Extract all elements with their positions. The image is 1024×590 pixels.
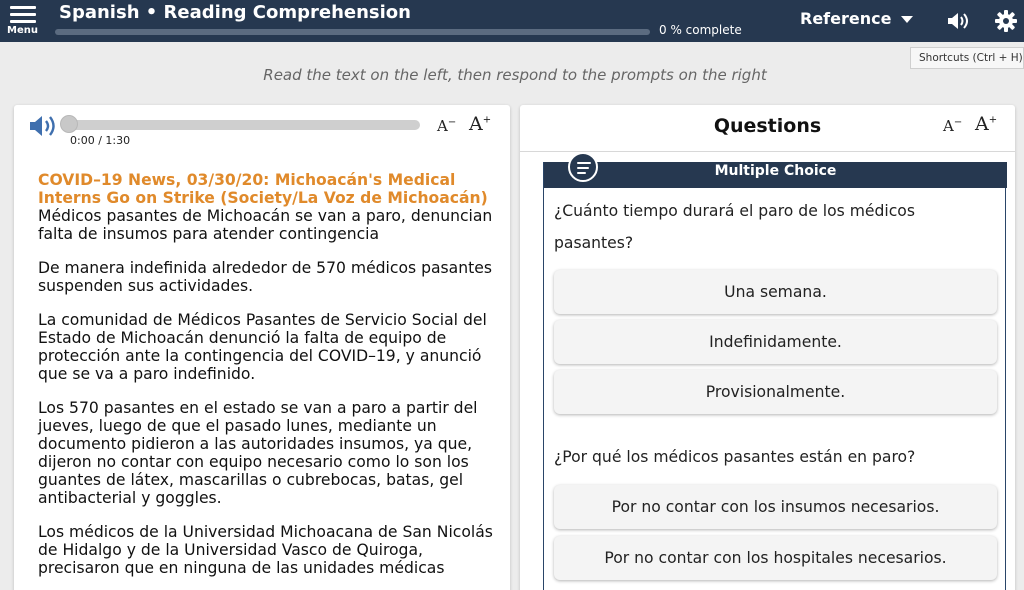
shortcuts-button[interactable]: Shortcuts (Ctrl + H) (910, 47, 1024, 69)
hamburger-icon-line (10, 20, 36, 23)
question-prompt: ¿Por qué los médicos pasantes están en paro? (554, 448, 916, 466)
hamburger-icon (10, 6, 36, 9)
font-increase-label: A (469, 113, 483, 135)
top-bar (0, 0, 1024, 42)
answer-option[interactable]: Por no contar con los hospitales necesarios. (554, 536, 997, 580)
answer-option[interactable]: Provisionalmente. (554, 370, 997, 414)
questions-title: Questions (713, 115, 822, 137)
font-increase-button[interactable]: A+ (469, 113, 492, 135)
font-decrease-label: A (437, 117, 448, 135)
divider (520, 151, 1015, 152)
article-text (38, 171, 508, 590)
font-decrease-button[interactable]: A− (437, 117, 457, 135)
audio-scrubber-track[interactable] (70, 120, 420, 130)
speaker-icon[interactable] (946, 10, 970, 32)
question-prompt: ¿Cuánto tiempo durará el paro de los médicos pasantes? (554, 202, 915, 252)
section-label: Multiple Choice (714, 163, 837, 179)
instruction-text: Read the text on the left, then respond to the prompts on the right (263, 66, 767, 84)
speaker-icon[interactable] (28, 113, 58, 139)
gear-icon[interactable] (994, 9, 1018, 33)
audio-scrubber-handle[interactable] (60, 115, 78, 133)
chevron-down-icon[interactable] (901, 16, 913, 23)
answer-option[interactable]: Por no contar con los insumos necesarios. (554, 485, 997, 529)
app-title: Spanish • Reading Comprehension (59, 2, 411, 23)
article-paragraph: Médicos pasantes de Michoacán se van a paro, denuncian falta de insumos para atender contingencia (38, 207, 493, 243)
menu-label: Menu (7, 25, 38, 36)
font-decrease-label: A (943, 117, 954, 135)
reading-panel (14, 105, 510, 590)
answer-option[interactable]: Indefinidamente. (554, 320, 997, 364)
answer-option[interactable]: Una semana. (554, 270, 997, 314)
progress-bar (55, 29, 650, 35)
font-increase-button[interactable]: A+ (975, 113, 998, 135)
font-decrease-button[interactable]: A− (943, 117, 963, 135)
list-icon (568, 152, 598, 182)
menu-button[interactable] (6, 4, 40, 38)
article-paragraph: Los 570 pasantes en el estado se van a paro a partir del jueves, luego de que el pasado lunes, mediante un documento pidieron a las autoridades insumos, ya que, dijeron no contar con equipo necesario como lo son los guantes de látex, mascarillas o cubrebocas, batas, gel antibacterial y goggles. (38, 399, 478, 507)
article-paragraph: Los médicos de la Universidad Michoacana de San Nicolás de Hidalgo y de la Universidad Vasco de Quiroga, precisaron que en ninguna de las unidades médicas (38, 523, 493, 577)
section-header (544, 162, 1007, 188)
reference-dropdown[interactable]: Reference (800, 9, 892, 28)
questions-panel (520, 105, 1015, 590)
font-increase-label: A (975, 113, 989, 135)
hamburger-icon-line (10, 13, 36, 16)
article-paragraph: La comunidad de Médicos Pasantes de Servicio Social del Estado de Michoacán denunció la falta de equipo de protección ante la contingencia del COVID–19, y anunció que se va a paro indefinido. (38, 311, 487, 383)
multiple-choice-card (543, 162, 1006, 590)
article-headline: COVID–19 News, 03/30/20: Michoacán's Medical Interns Go on Strike (Society/La Voz de Michoacán) (38, 171, 488, 207)
progress-text: 0 % complete (659, 23, 742, 37)
audio-time: 0:00 / 1:30 (70, 134, 131, 147)
article-paragraph: De manera indefinida alrededor de 570 médicos pasantes suspenden sus actividades. (38, 259, 492, 295)
